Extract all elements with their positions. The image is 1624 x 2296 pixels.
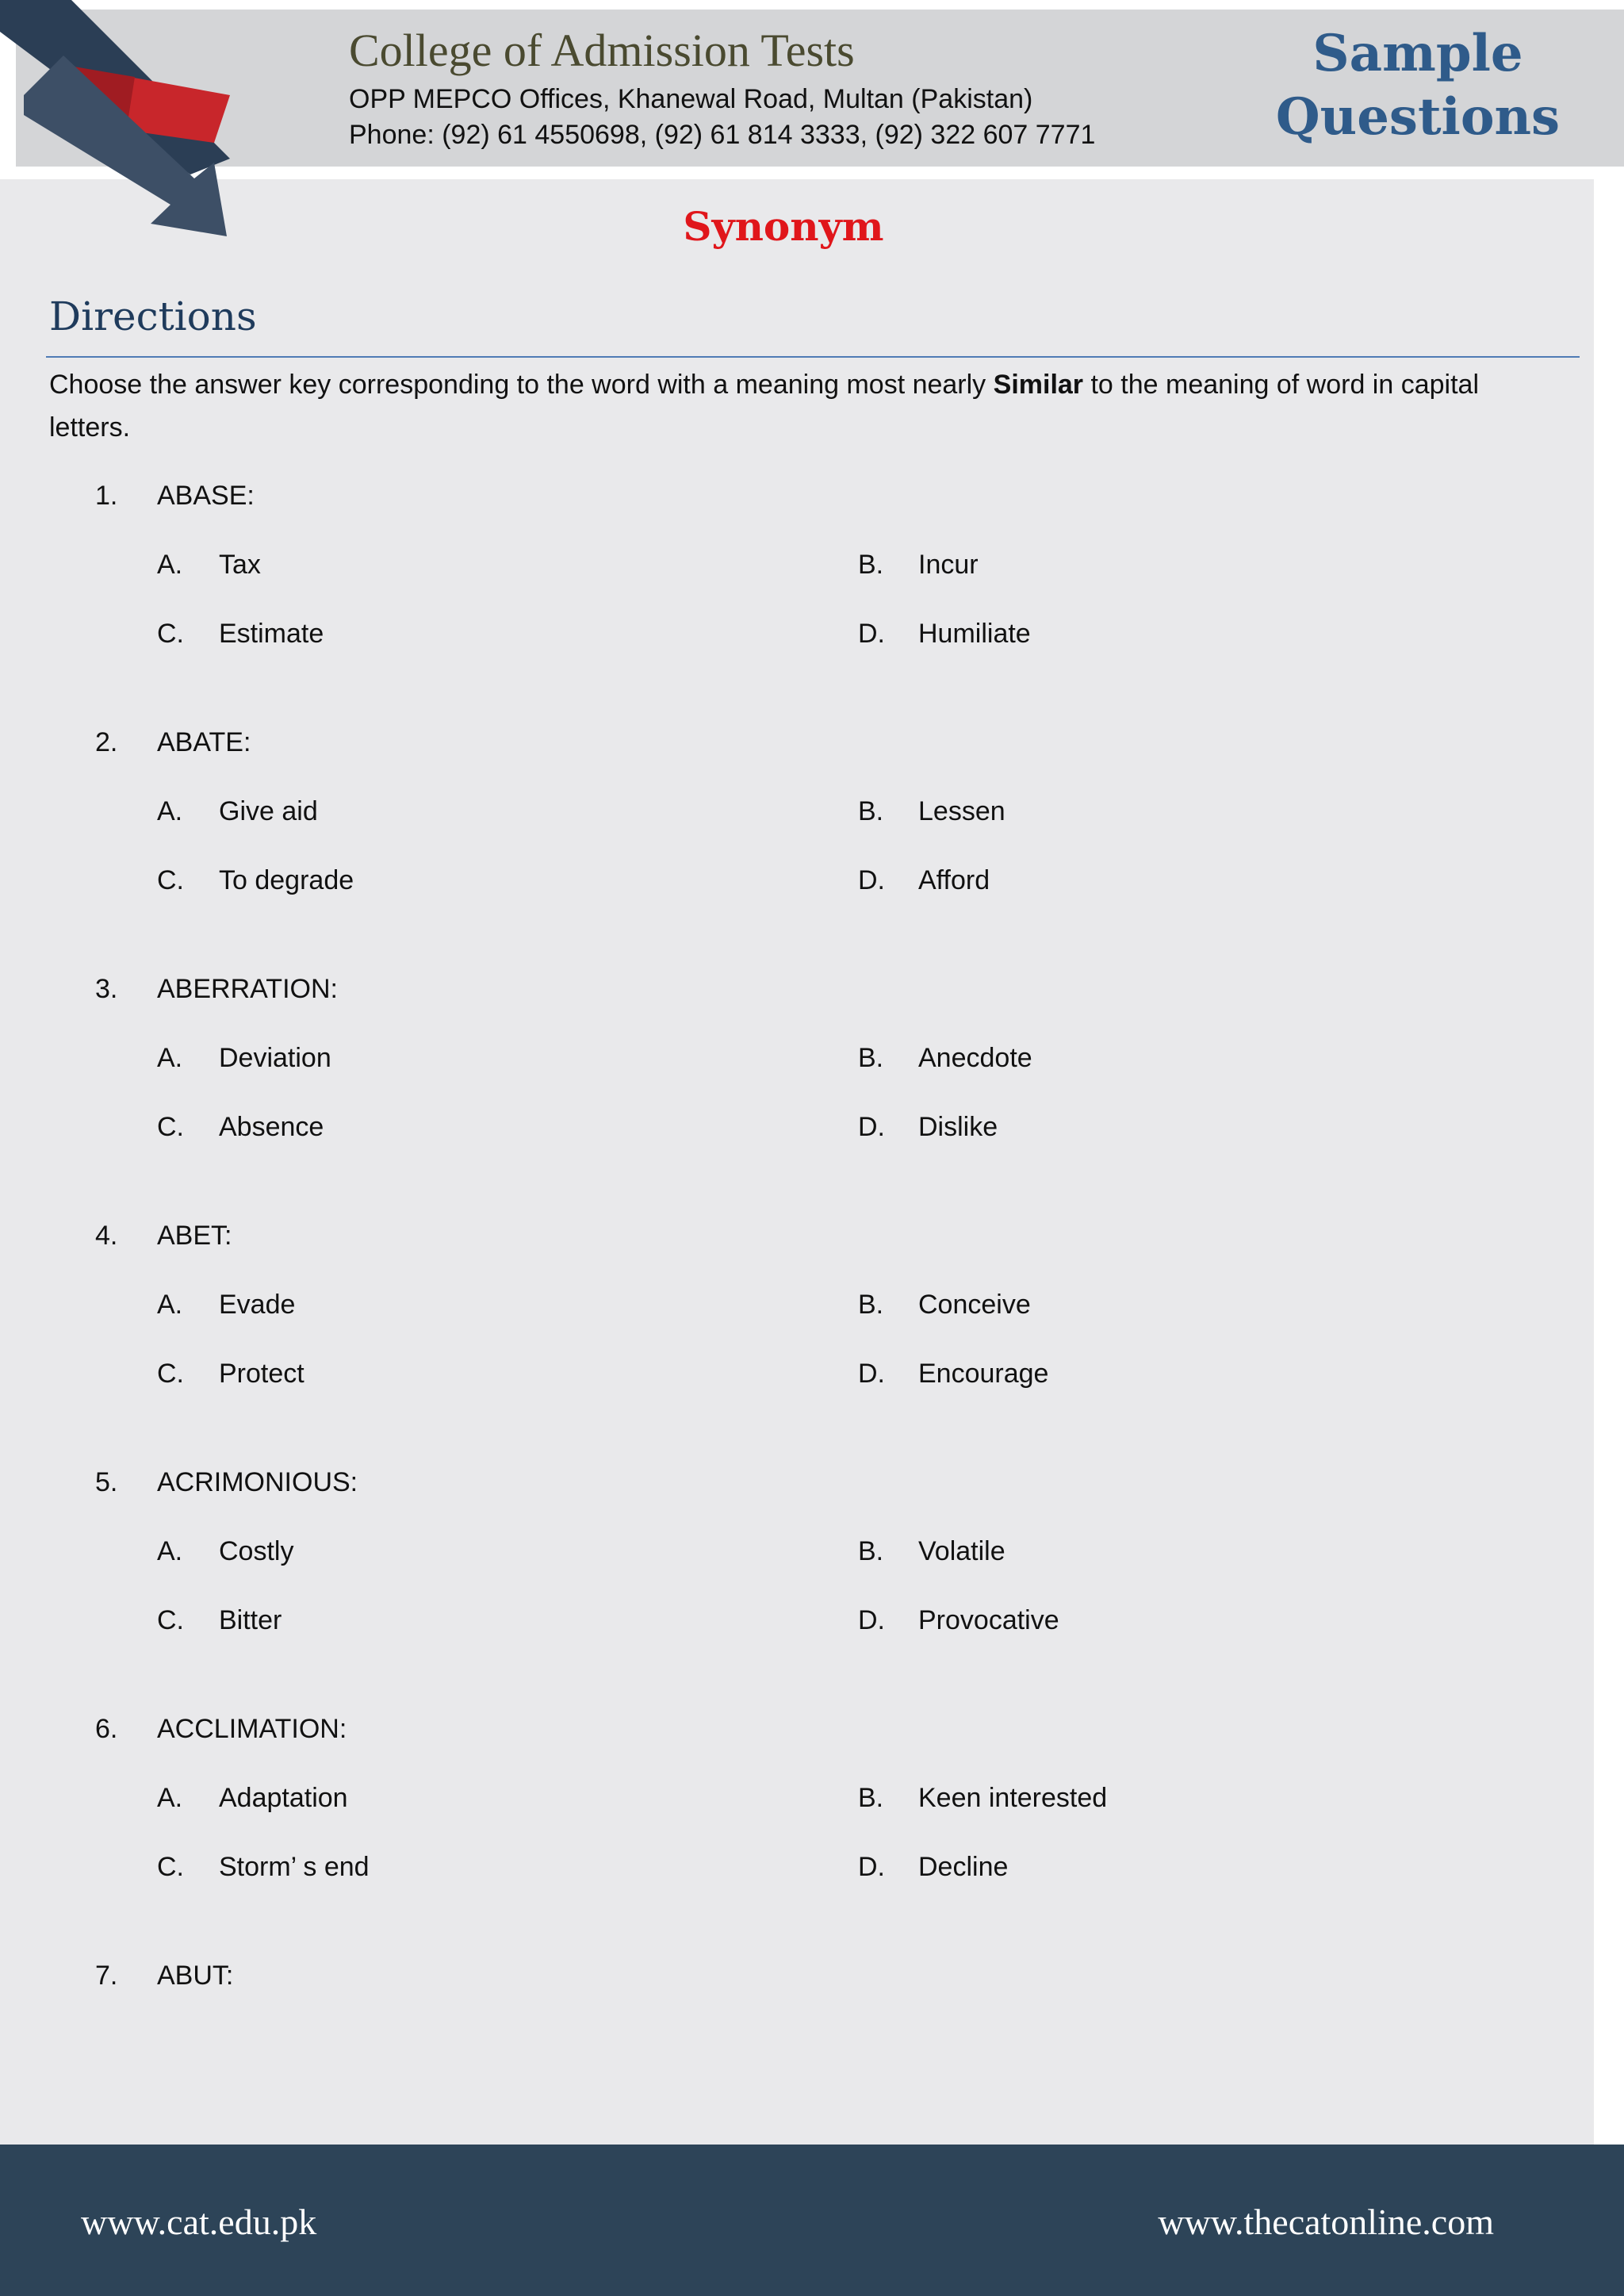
option-letter: B.	[858, 1783, 884, 1813]
directions-text-after: to the meaning of word in capital letters.	[49, 370, 1479, 443]
option-letter: C.	[157, 1112, 184, 1142]
sample-questions-badge	[1275, 22, 1561, 149]
option-text: Costly	[219, 1536, 294, 1566]
option-letter: D.	[858, 1605, 885, 1635]
question-number: 1.	[95, 481, 118, 511]
question-word: ABET:	[157, 1221, 232, 1251]
option-letter: C.	[157, 619, 184, 649]
option-text: Decline	[918, 1852, 1009, 1882]
question-number: 5.	[95, 1467, 118, 1497]
option-letter: A.	[157, 1536, 183, 1566]
option-text: Bitter	[219, 1605, 282, 1635]
question-number: 4.	[95, 1221, 118, 1251]
question-word: ABASE:	[157, 481, 255, 511]
option-text: Storm’ s end	[219, 1852, 370, 1882]
document-title: Synonym	[683, 203, 884, 250]
option-letter: B.	[858, 1043, 884, 1073]
question-word: ABATE:	[157, 727, 251, 757]
option-text: Humiliate	[918, 619, 1031, 649]
option-text: Tax	[219, 550, 261, 580]
option-text: Afford	[918, 865, 990, 895]
question-number: 6.	[95, 1714, 118, 1744]
option-text: Conceive	[918, 1290, 1031, 1320]
option-letter: C.	[157, 1605, 184, 1635]
option-letter: D.	[858, 1852, 885, 1882]
option-text: Estimate	[219, 619, 324, 649]
directions-text	[49, 363, 1556, 449]
footer-link-cat[interactable]: www.cat.edu.pk	[81, 2202, 317, 2242]
option-text: Lessen	[918, 796, 1005, 826]
option-text: Encourage	[918, 1359, 1049, 1389]
directions-emphasis: Similar	[993, 370, 1084, 400]
option-text: Volatile	[918, 1536, 1005, 1566]
question-word: ABERRATION:	[157, 974, 338, 1004]
college-phone: Phone: (92) 61 4550698, (92) 61 814 3333, (92) 322 607 7771	[349, 120, 1096, 150]
option-letter: B.	[858, 796, 884, 826]
option-letter: D.	[858, 1112, 885, 1142]
option-text: Evade	[219, 1290, 296, 1320]
question-number: 7.	[95, 1961, 118, 1991]
question-number: 3.	[95, 974, 118, 1004]
college-name: College of Admission Tests	[349, 25, 855, 76]
option-letter: B.	[858, 1536, 884, 1566]
option-letter: D.	[858, 865, 885, 895]
option-letter: B.	[858, 1290, 884, 1320]
question-word: ACCLIMATION:	[157, 1714, 347, 1744]
content-panel	[0, 179, 1594, 2145]
option-letter: B.	[858, 550, 884, 580]
option-letter: C.	[157, 1359, 184, 1389]
option-letter: A.	[157, 1290, 183, 1320]
option-letter: C.	[157, 865, 184, 895]
option-text: Anecdote	[918, 1043, 1032, 1073]
question-number: 2.	[95, 727, 118, 757]
option-letter: C.	[157, 1852, 184, 1882]
option-text: Give aid	[219, 796, 318, 826]
option-text: Keen interested	[918, 1783, 1108, 1813]
option-letter: A.	[157, 550, 183, 580]
question-word: ACRIMONIOUS:	[157, 1467, 358, 1497]
option-text: Dislike	[918, 1112, 998, 1142]
option-text: Provocative	[918, 1605, 1059, 1635]
option-text: Absence	[219, 1112, 324, 1142]
heading-divider	[46, 356, 1580, 358]
option-letter: A.	[157, 1783, 183, 1813]
option-letter: A.	[157, 1043, 183, 1073]
question-word: ABUT:	[157, 1961, 234, 1991]
footer-link-thecatonline[interactable]: www.thecatonline.com	[1158, 2202, 1494, 2242]
ribbon-arrow-logo-icon	[0, 0, 238, 238]
directions-heading: Directions	[49, 293, 257, 339]
college-address: OPP MEPCO Offices, Khanewal Road, Multan (Pakistan)	[349, 84, 1033, 114]
option-text: Adaptation	[219, 1783, 348, 1813]
option-text: Protect	[219, 1359, 304, 1389]
option-letter: D.	[858, 619, 885, 649]
option-text: Incur	[918, 550, 979, 580]
badge-line-1: Sample	[1312, 24, 1523, 83]
option-letter: A.	[157, 796, 183, 826]
directions-text-before: Choose the answer key corresponding to the word with a meaning most nearly	[49, 370, 994, 400]
option-text: To degrade	[219, 865, 354, 895]
option-text: Deviation	[219, 1043, 331, 1073]
badge-line-2: Questions	[1275, 87, 1561, 147]
option-letter: D.	[858, 1359, 885, 1389]
